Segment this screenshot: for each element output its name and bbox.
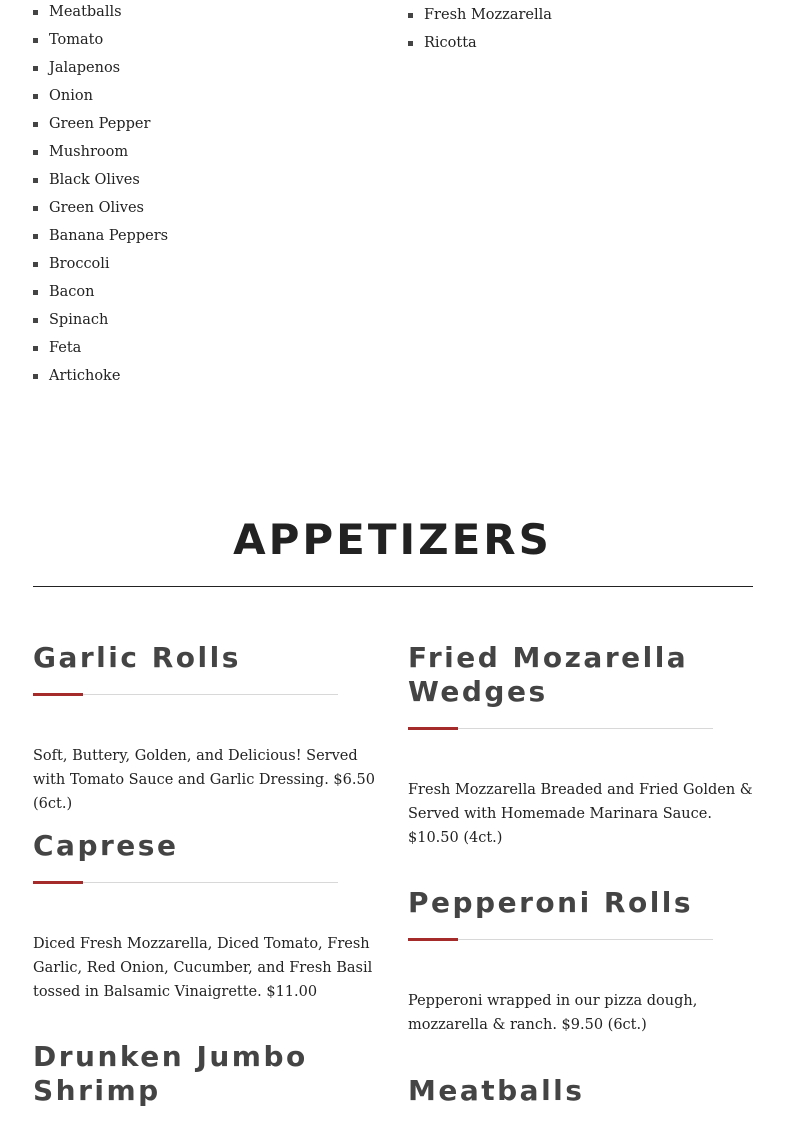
- list-item: [408, 31, 552, 59]
- menu-item-pepperoni-rolls: [408, 886, 753, 1037]
- item-description: Soft, Buttery, Golden, and Delicious! Served with Tomato Sauce and Garlic Dressing. $6.50 (6ct.): [33, 748, 375, 812]
- item-divider: [33, 693, 338, 696]
- toppings-left-column: [33, 0, 168, 392]
- square-bullet-icon: [33, 290, 38, 295]
- square-bullet-icon: [33, 94, 38, 99]
- item-description: Pepperoni wrapped in our pizza dough, mozzarella & ranch. $9.50 (6ct.): [408, 993, 698, 1033]
- menu-item-caprese: [33, 829, 378, 1004]
- item-divider: [408, 938, 713, 941]
- square-bullet-icon: [33, 122, 38, 127]
- list-item: [33, 168, 168, 196]
- menu-item-drunken-jumbo-shrimp: [33, 1040, 378, 1108]
- topping-label: Fresh Mozzarella: [424, 7, 552, 23]
- list-item: [33, 280, 168, 308]
- square-bullet-icon: [33, 38, 38, 43]
- square-bullet-icon: [33, 178, 38, 183]
- list-item: [33, 224, 168, 252]
- item-divider: [408, 727, 713, 730]
- list-item: [33, 56, 168, 84]
- square-bullet-icon: [33, 374, 38, 379]
- topping-label: Bacon: [49, 284, 95, 300]
- list-item: [33, 196, 168, 224]
- item-name: Drunken Jumbo Shrimp: [33, 1040, 308, 1107]
- topping-label: Onion: [49, 88, 93, 104]
- topping-label: Mushroom: [49, 144, 129, 160]
- topping-label: Tomato: [49, 32, 104, 48]
- list-item: [408, 3, 552, 31]
- square-bullet-icon: [33, 234, 38, 239]
- item-name: Meatballs: [408, 1074, 585, 1107]
- accent-bar: [408, 938, 458, 941]
- list-item: [33, 364, 168, 392]
- item-description: Fresh Mozzarella Breaded and Fried Golden & Served with Homemade Marinara Sauce. $10.50 (4ct.): [408, 782, 753, 846]
- toppings-right-column: [408, 3, 552, 59]
- list-item: [33, 0, 168, 28]
- menu-item-fried-mozzarella: [408, 641, 753, 850]
- square-bullet-icon: [33, 346, 38, 351]
- square-bullet-icon: [33, 318, 38, 323]
- square-bullet-icon: [33, 66, 38, 71]
- accent-bar: [33, 881, 83, 884]
- section-divider: [33, 586, 753, 587]
- item-name: Fried Mozarella Wedges: [408, 641, 689, 708]
- topping-label: Spinach: [49, 312, 109, 328]
- list-item: [33, 112, 168, 140]
- item-name: Garlic Rolls: [33, 641, 241, 674]
- topping-label: Black Olives: [49, 172, 140, 188]
- menu-item-meatballs: [408, 1074, 753, 1108]
- item-name: Caprese: [33, 829, 179, 862]
- topping-label: Ricotta: [424, 35, 477, 51]
- topping-label: Green Olives: [49, 200, 145, 216]
- list-item: [33, 84, 168, 112]
- topping-label: Jalapenos: [49, 60, 121, 76]
- square-bullet-icon: [408, 41, 413, 46]
- topping-label: Artichoke: [49, 368, 121, 384]
- section-title: APPETIZERS: [233, 515, 552, 564]
- list-item: [33, 28, 168, 56]
- list-item: [33, 140, 168, 168]
- square-bullet-icon: [33, 10, 38, 15]
- list-item: [33, 308, 168, 336]
- topping-label: Feta: [49, 340, 82, 356]
- menu-item-garlic-rolls: [33, 641, 378, 816]
- accent-bar: [408, 727, 458, 730]
- topping-label: Meatballs: [49, 4, 122, 20]
- accent-bar: [33, 693, 83, 696]
- topping-label: Banana Peppers: [49, 228, 169, 244]
- item-name: Pepperoni Rolls: [408, 886, 694, 919]
- topping-label: Green Pepper: [49, 116, 151, 132]
- list-item: [33, 252, 168, 280]
- square-bullet-icon: [33, 150, 38, 155]
- list-item: [33, 336, 168, 364]
- square-bullet-icon: [408, 13, 413, 18]
- square-bullet-icon: [33, 262, 38, 267]
- item-divider: [33, 881, 338, 884]
- topping-label: Broccoli: [49, 256, 110, 272]
- square-bullet-icon: [33, 206, 38, 211]
- item-description: Diced Fresh Mozzarella, Diced Tomato, Fresh Garlic, Red Onion, Cucumber, and Fresh Basil tossed in Balsamic Vinaigrette. $11.00: [33, 936, 373, 1000]
